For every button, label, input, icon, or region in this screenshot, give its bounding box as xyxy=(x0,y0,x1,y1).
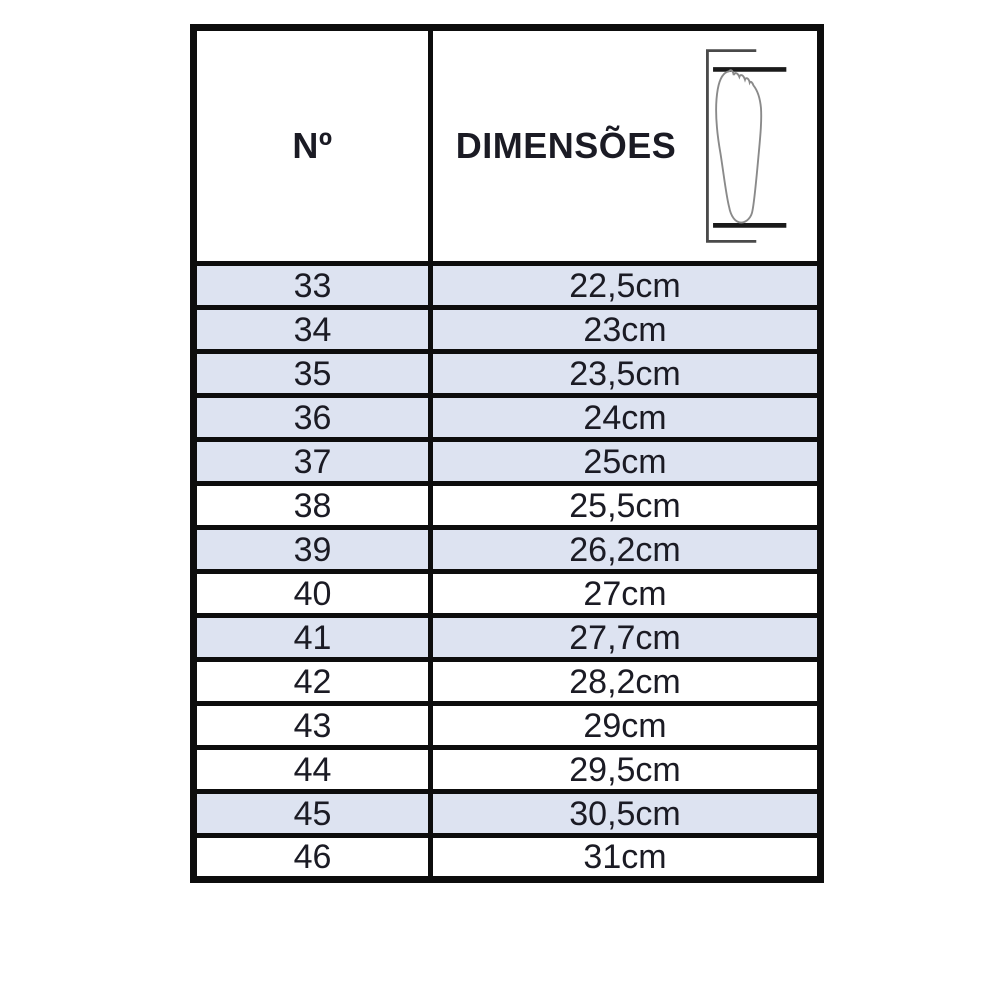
table-row xyxy=(194,836,821,880)
size-chart-header xyxy=(194,28,821,264)
size-cell: 43 xyxy=(194,704,431,748)
table-row xyxy=(194,264,821,308)
size-cell: 44 xyxy=(194,748,431,792)
size-chart-table xyxy=(190,24,824,883)
column-header-dimensions xyxy=(431,28,821,264)
size-cell: 33 xyxy=(194,264,431,308)
dimension-cell: 22,5cm xyxy=(431,264,821,308)
column-header-number: Nº xyxy=(194,28,431,264)
size-cell: 34 xyxy=(194,308,431,352)
table-row xyxy=(194,528,821,572)
table-row xyxy=(194,352,821,396)
table-row xyxy=(194,440,821,484)
dimension-cell: 23cm xyxy=(431,308,821,352)
size-cell: 36 xyxy=(194,396,431,440)
size-cell: 45 xyxy=(194,792,431,836)
size-cell: 38 xyxy=(194,484,431,528)
header-row xyxy=(194,28,821,264)
table-row xyxy=(194,396,821,440)
table-row xyxy=(194,572,821,616)
size-cell: 35 xyxy=(194,352,431,396)
dimension-cell: 23,5cm xyxy=(431,352,821,396)
dimension-cell: 29cm xyxy=(431,704,821,748)
table-row xyxy=(194,308,821,352)
size-chart xyxy=(190,24,824,883)
dimension-cell: 31cm xyxy=(431,836,821,880)
table-row xyxy=(194,792,821,836)
size-cell: 37 xyxy=(194,440,431,484)
dimension-cell: 24cm xyxy=(431,396,821,440)
dimension-cell: 27cm xyxy=(431,572,821,616)
table-row xyxy=(194,660,821,704)
dimension-cell: 25cm xyxy=(431,440,821,484)
table-row xyxy=(194,616,821,660)
dimension-cell: 29,5cm xyxy=(431,748,821,792)
table-row xyxy=(194,484,821,528)
dimension-cell: 28,2cm xyxy=(431,660,821,704)
size-cell: 46 xyxy=(194,836,431,880)
size-cell: 40 xyxy=(194,572,431,616)
dimension-cell: 30,5cm xyxy=(431,792,821,836)
size-cell: 41 xyxy=(194,616,431,660)
table-row xyxy=(194,704,821,748)
dimension-cell: 27,7cm xyxy=(431,616,821,660)
dimension-cell: 26,2cm xyxy=(431,528,821,572)
size-cell: 42 xyxy=(194,660,431,704)
size-table-body xyxy=(194,264,821,880)
column-header-dimensions-label: DIMENSÕES xyxy=(455,125,677,166)
foot-measure-icon xyxy=(696,45,794,247)
size-cell: 39 xyxy=(194,528,431,572)
dimension-cell: 25,5cm xyxy=(431,484,821,528)
table-row xyxy=(194,748,821,792)
